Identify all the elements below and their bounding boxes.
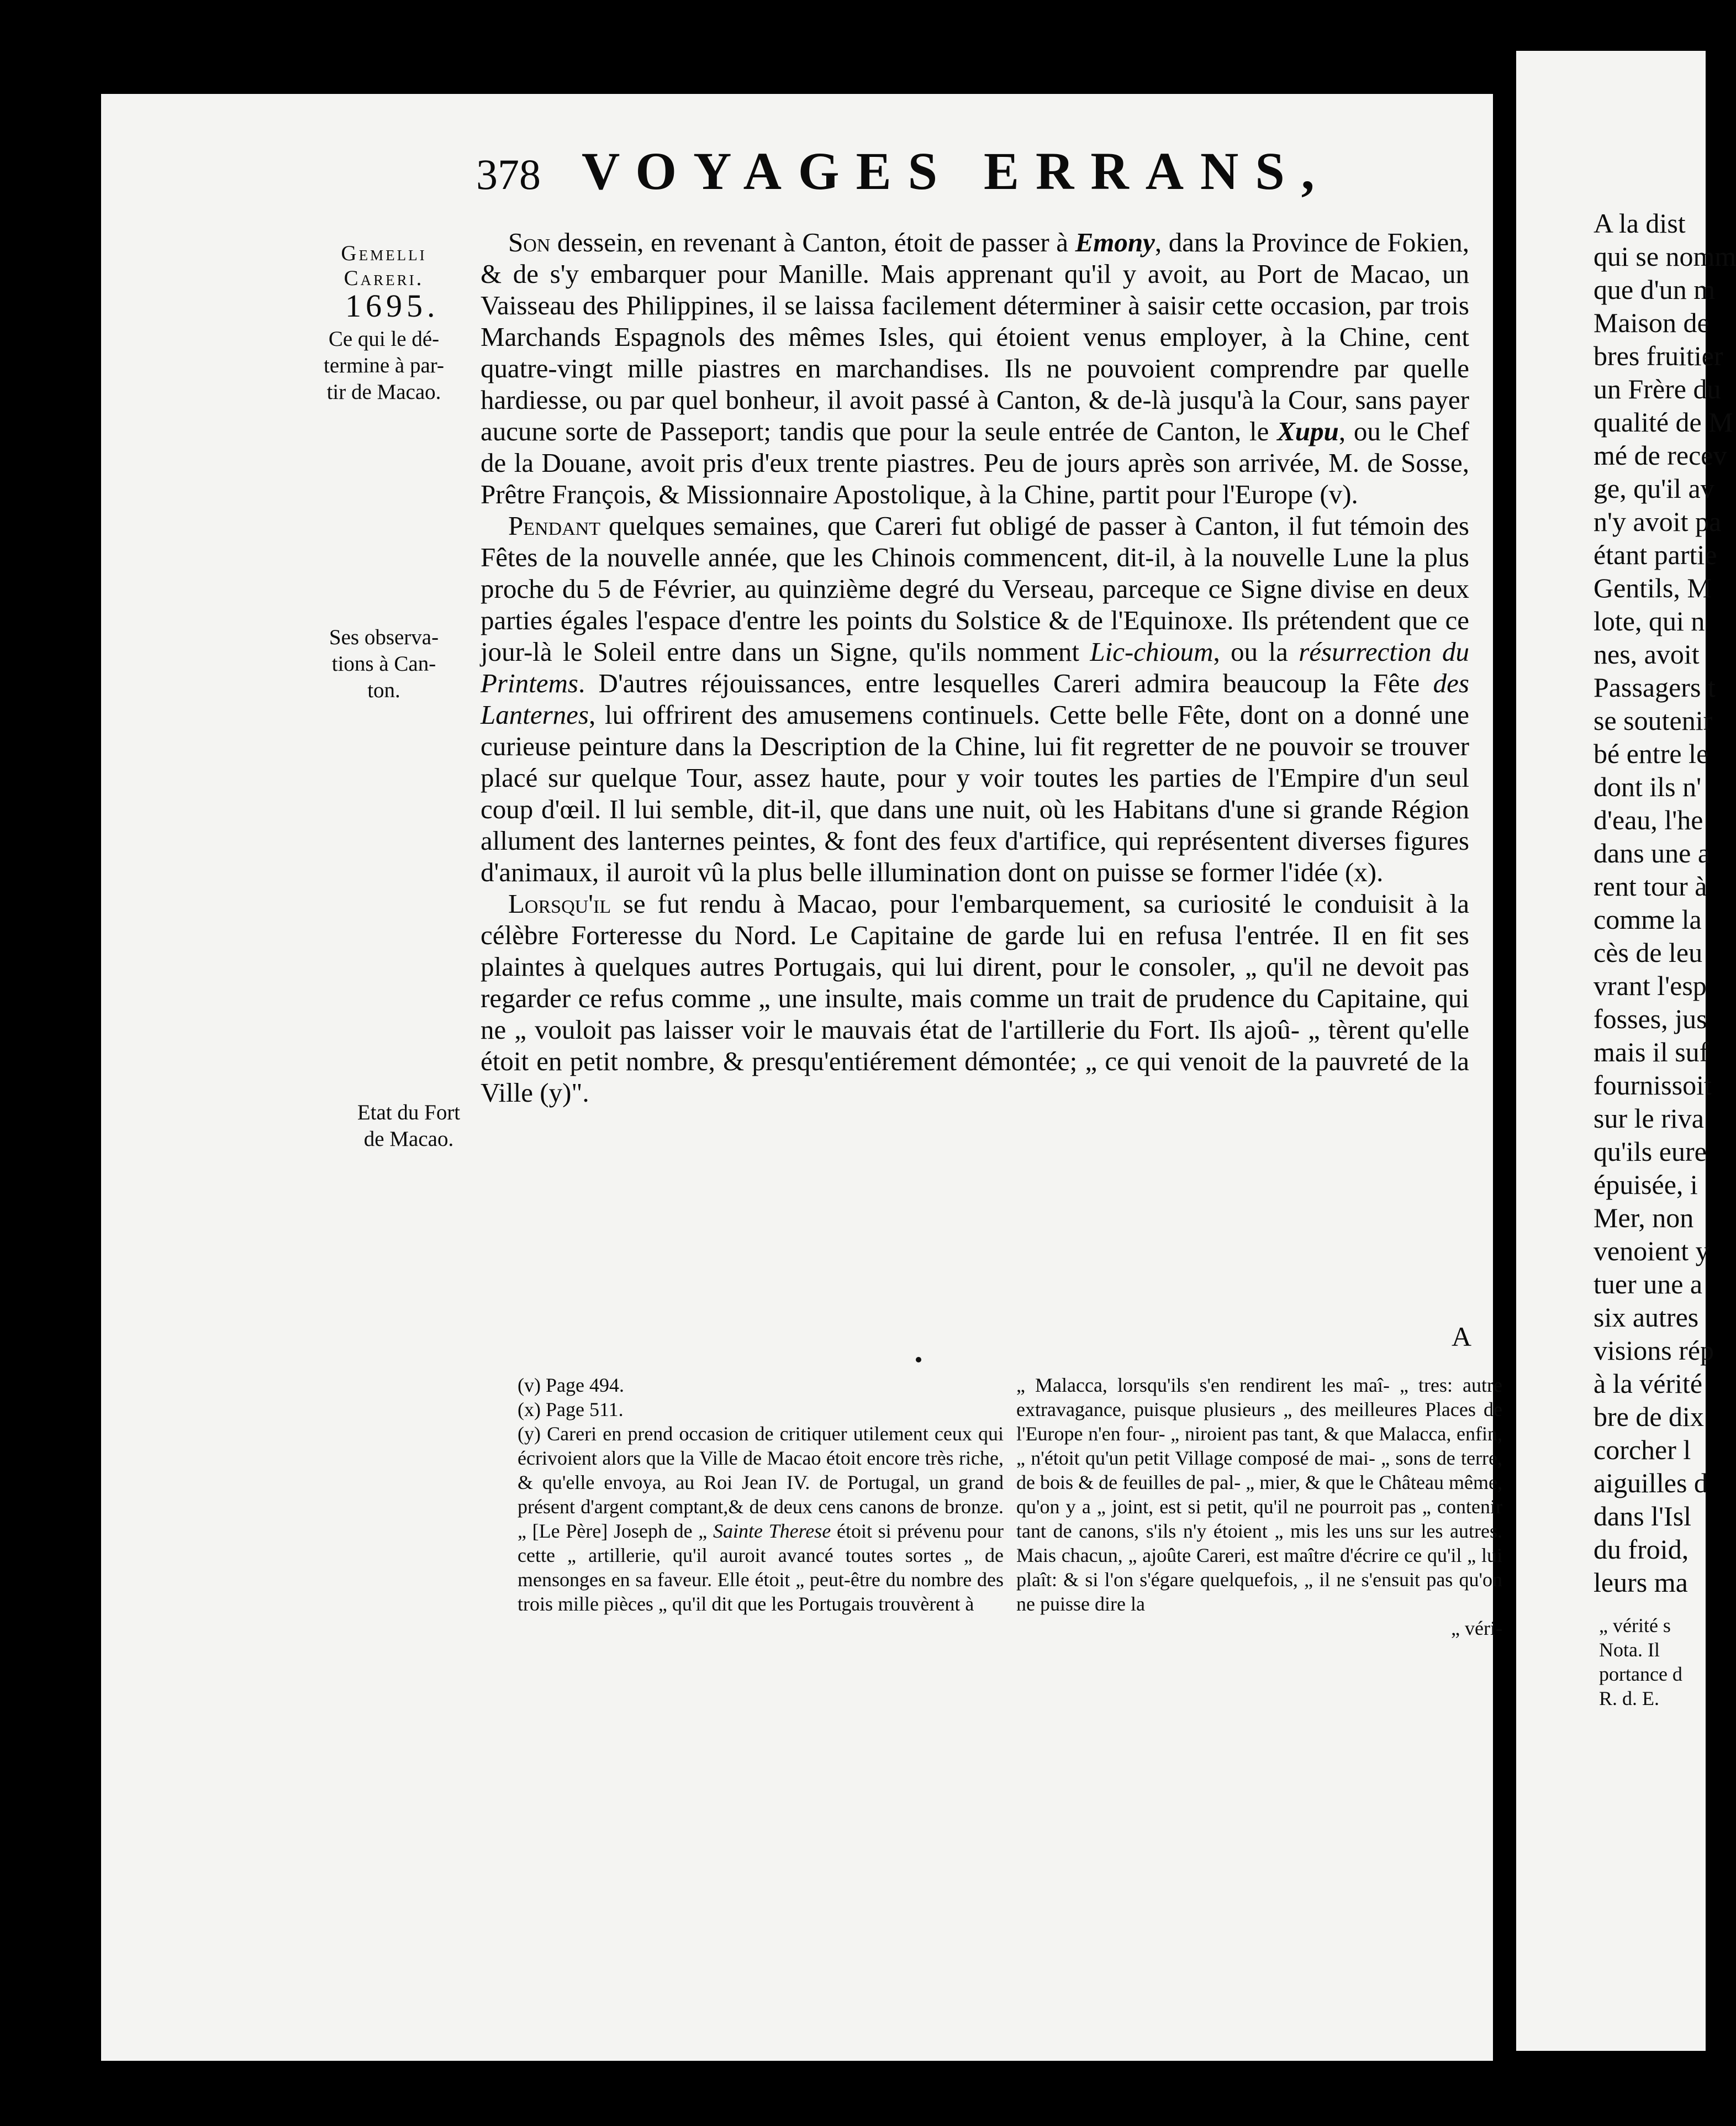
margin-note-canton: Ses observa- tions à Can- ton. (329, 625, 439, 702)
page-number: 378 (476, 150, 541, 198)
margin-note-fort: Etat du Fort de Macao. (357, 1101, 461, 1151)
footnote-v: (v) Page 494. (518, 1374, 624, 1396)
right-page-line: dont ils n' (1593, 771, 1702, 802)
margin-author-1: Gemelli (341, 241, 427, 265)
right-page-edge (1516, 51, 1736, 2051)
right-page-line: corcher l (1593, 1434, 1691, 1465)
footnote-y-continued: „ Malacca, lorsqu'ils s'en rendirent les maî- „ tres: autre extravagance, puisque plusieurs „ des meilleures Places de l'Europe n'en four- „ niroient pas tant, & que Malacca, enfin, „ n'étoit qu'un petit Village composé de mai- „ sons de terre, de bois & de feuilles de pal- „ mier, & que le Château même, qu'on y a „ joint, est si petit, qu'il ne pourroit pas „ contenir tant de canons, s'ils n'y étoient „ mis les uns sur les autres. Mais chacun, „ ajoûte Careri, est maître d'écrire ce qu'il „ lui plaît: & si l'on s'égare quelquefois, „ il ne s'ensuit pas qu'on ne puisse dire la (1016, 1374, 1502, 1615)
footnote-x: (x) Page 511. (518, 1398, 624, 1420)
right-page-line: tuer une a (1593, 1269, 1703, 1299)
right-page-line: fosses, jus (1593, 1003, 1707, 1034)
right-page-line: venoient y (1593, 1235, 1709, 1266)
right-page-line: que d'un m (1593, 274, 1716, 305)
separator-dot (916, 1357, 921, 1362)
catchword: A (1452, 1321, 1472, 1352)
right-page-line: bres fruitier (1593, 340, 1723, 371)
main-text (481, 227, 1469, 1108)
right-page-line: un Frère du (1593, 373, 1721, 404)
right-page-line: cès de leu (1593, 937, 1703, 968)
right-page-line: du froid, (1593, 1534, 1689, 1565)
right-page-line: fournissoit (1593, 1070, 1712, 1101)
right-page-line: comme la (1593, 904, 1702, 935)
right-page-line: bre de dix (1593, 1401, 1704, 1432)
right-page-line: étant partie (1593, 539, 1717, 570)
right-page-line: vrant l'esp (1593, 970, 1707, 1001)
right-page-line: A la dist (1593, 208, 1686, 239)
right-page-line: lote, qui n (1593, 606, 1705, 636)
right-page-line: Passagers t (1593, 672, 1716, 703)
margin-year: 1695. (345, 288, 440, 324)
right-page-line: mais il suf (1593, 1036, 1709, 1067)
right-page-line: bé entre le (1593, 738, 1709, 769)
right-page-line: sur le riva (1593, 1103, 1704, 1134)
right-page-note: Nota. Il (1599, 1639, 1660, 1661)
right-page-line: épuisée, i (1593, 1169, 1698, 1200)
right-page-line: Maison de (1593, 307, 1709, 338)
right-page-line: d'eau, l'he (1593, 804, 1703, 835)
margin-note-departure: Ce qui le dé- termine à par- tir de Macao. (324, 327, 444, 404)
right-page-line: six autres (1593, 1302, 1699, 1333)
footnote-y: (y) Careri en prend occasion de critiquer utilement ceux qui écrivoient alors que la Ville de Macao étoit encore très riche, & qu'elle envoya, au Roi Jean IV. de Portugal, un grand présent d'argent comptant,& de deux cens canons de bronze. „ [Le Père] Joseph de „ Sainte Therese étoit si prévenu pour cette „ artillerie, qu'il auroit avancé toutes sortes „ de mensonges en sa faveur. Elle étoit „ peut-être du nombre des trois mille pièces „ qu'il dit que les Portugais trouvèrent à (518, 1423, 1004, 1615)
footnotes-left (518, 1373, 1004, 1616)
right-page-line: nes, avoit (1593, 639, 1700, 670)
right-page-line: mé de recev (1593, 440, 1727, 471)
right-page-line: se soutenir (1593, 705, 1713, 736)
footnotes-right (1016, 1373, 1502, 1640)
right-page-line: dans une a (1593, 838, 1711, 869)
right-page-line: leurs ma (1593, 1567, 1688, 1598)
paragraph-3: Lorsqu'il se fut rendu à Macao, pour l'embarquement, sa curiosité le conduisit à la célèbre Forteresse du Nord. Le Capitaine de garde lui en refusa l'entrée. Il en fit ses plaintes à quelques autres Portugais, qui lui dirent, pour le consoler, „ qu'il ne devoit pas regarder ce refus comme „ une insulte, mais comme un trait de prudence du Capitaine, qui ne „ vouloit pas laisser voir le mauvais état de l'artillerie du Fort. Ils ajoû- „ tèrent qu'elle étoit en petit nombre, & presqu'entiérement démontée; „ ce qui venoit de la pauvreté de la Ville (y)". (481, 888, 1469, 1108)
right-page-line: qualité de M (1593, 407, 1733, 438)
right-page-line: n'y avoit pa (1593, 506, 1722, 537)
right-page-line: Mer, non (1593, 1202, 1694, 1233)
running-title: VOYAGES ERRANS, (582, 141, 1331, 201)
right-page-note: portance d (1599, 1663, 1682, 1685)
right-page-line: aiguilles d (1593, 1467, 1708, 1498)
right-page-line: qui se nomm (1593, 241, 1736, 272)
right-page-note: R. d. E. (1599, 1687, 1660, 1709)
running-header (476, 141, 1331, 201)
right-page-line: ge, qu'il av (1593, 473, 1714, 504)
right-page-line: rent tour à (1593, 871, 1707, 902)
right-page-note: „ vérité s (1599, 1614, 1671, 1636)
margin-author-2: Careri. (344, 266, 424, 290)
right-page-line: dans l'Isl (1593, 1501, 1692, 1532)
right-page-line: visions rép (1593, 1335, 1714, 1366)
footnote-catchword: „ véri- (1451, 1617, 1502, 1639)
right-page-line: qu'ils eure (1593, 1136, 1707, 1167)
paragraph-2: Pendant quelques semaines, que Careri fut obligé de passer à Canton, il fut témoin des Fêtes de la nouvelle année, que les Chinois commencent, dit-il, à la nouvelle Lune la plus proche du 5 de Février, au quinzième degré du Verseau, parceque ce Signe divise en deux parties égales l'espace d'entre les points du Solstice & de l'Equinoxe. Ils prétendent que ce jour-là le Soleil entre dans un Signe, qu'ils nomment Lic-chioum, ou la résurrection du Printems. D'autres réjouissances, entre lesquelles Careri admira beaucoup la Fête des Lanternes, lui offrirent des amusemens continuels. Cette belle Fête, dont on a donné une curieuse peinture dans la Description de la Chine, lui fit regretter de ne pouvoir se trouver placé sur quelque Tour, assez haute, pour y voir toutes les parties de l'Empire d'un seul coup d'œil. Il lui semble, dit-il, que dans une nuit, où les Habitans d'une si grande Région allument des lanternes peintes, & font des feux d'artifice, qui représentent diverses figures d'animaux, il auroit vû la plus belle illumination dont on puisse se former l'idée (x). (481, 511, 1469, 887)
paragraph-1: Son dessein, en revenant à Canton, étoit de passer à Emony, dans la Province de Fokien, & de s'y embarquer pour Manille. Mais apprenant qu'il y avoit, au Port de Macao, un Vaisseau des Philippines, il se laissa facilement déterminer à saisir cette occasion, par trois Marchands Espagnols des mêmes Isles, qui étoient venus employer, à la Chine, cent quatre-vingt mille piastres en marchandises. Ils ne pouvoient comprendre par quelle hardiesse, ou par quel bonheur, il avoit passé à Canton, & de-là jusqu'à la Cour, sans payer aucune sorte de Passeport; tandis que pour la seule entrée de Canton, le Xupu, ou le Chef de la Douane, avoit pris d'eux trente piastres. Peu de jours après son arrivée, M. de Sosse, Prêtre François, & Missionnaire Apostolique, à la Chine, partit pour l'Europe (v). (481, 227, 1469, 509)
right-page-line: à la vérité (1593, 1368, 1703, 1399)
right-page-line: Gentils, M (1593, 572, 1712, 603)
